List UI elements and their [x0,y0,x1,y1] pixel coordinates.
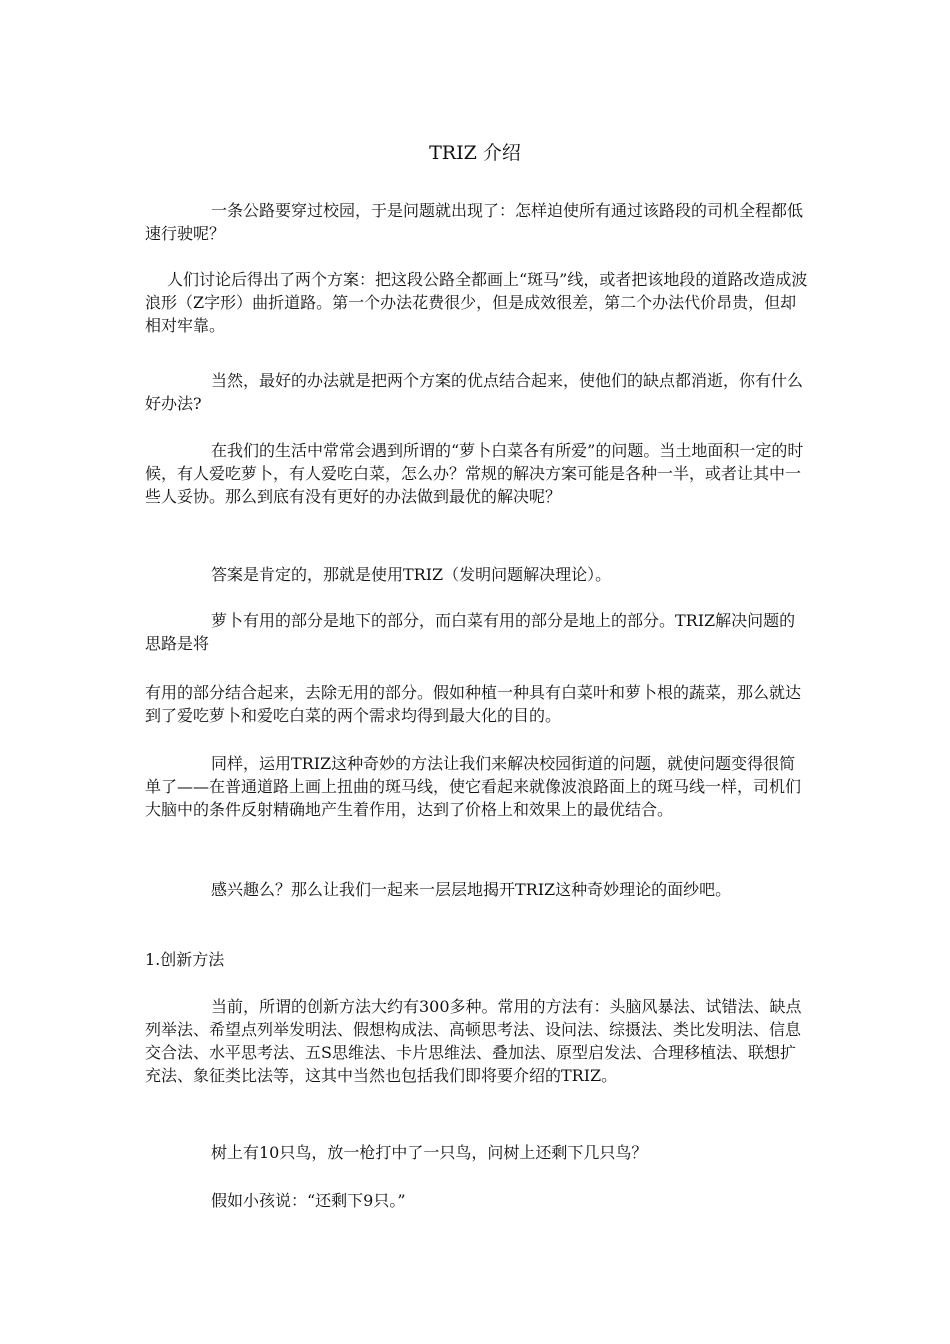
section-heading: 1.创新方法 [145,950,225,969]
paragraph-11: 树上有10只鸟，放一枪打中了一只鸟，问树上还剩下几只鸟？ [211,1143,648,1162]
page-title: TRIZ 介绍 [429,142,521,164]
paragraph-3: 当然，最好的办法就是把两个方案的优点结合起来，使他们的缺点都消逝，你有什么好办法? [145,371,804,413]
paragraph-9: 感兴趣么？那么让我们一起来一层层地揭开TRIZ这种奇妙理论的面纱吧。 [211,880,732,899]
paragraph-5: 答案是肯定的，那就是使用TRIZ（发明问题解决理论）。 [211,565,612,584]
paragraph-7: 有用的部分结合起来，去除无用的部分。假如种植一种具有白菜叶和萝卜根的蔬菜，那么就达到了爱吃萝卜和爱吃白菜的两个需求均得到最大化的目的。 [145,683,802,725]
paragraph-4: 在我们的生活中常常会遇到所谓的“萝卜白菜各有所爱”的问题。当土地面积一定的时候，有人爱吃萝卜，有人爱吃白菜，怎么办？常规的解决方案可能是各种一半，或者让其中一些人妥协。那么到底有没有更好的办法做到最优的解决呢？ [145,441,804,506]
paragraph-8: 同样，运用TRIZ这种奇妙的方法让我们来解决校园街道的问题，就使问题变得很简单了——在普通道路上画上扭曲的斑马线，使它看起来就像波浪路面上的斑马线一样，司机们大脑中的条件反射精确地产生着作用，达到了价格上和效果上的最优结合。 [145,754,802,819]
paragraph-6: 萝卜有用的部分是地下的部分，而白菜有用的部分是地上的部分。TRIZ解决问题的思路是将 [145,611,796,653]
paragraph-12: 假如小孩说：“还剩下9只。” [211,1191,406,1210]
paragraph-10: 当前，所谓的创新方法大约有300多种。常用的方法有：头脑风暴法、试错法、缺点列举法、希望点列举发明法、假想构成法、高顿思考法、设问法、综摄法、类比发明法、信息交合法、水平思考法、五S思维法、卡片思维法、叠加法、原型启发法、合理移植法、联想扩充法、象征类比法等，这其中当然也包括我们即将要介绍的TRIZ。 [145,997,802,1085]
paragraph-2: 人们讨论后得出了两个方案：把这段公路全都画上“斑马”线，或者把该地段的道路改造成波浪形（Z字形）曲折道路。第一个办法花费很少，但是成效很差，第二个办法代价昂贵，但却相对牢靠。 [145,270,808,335]
paragraph-1: 一条公路要穿过校园，于是问题就出现了：怎样迫使所有通过该路段的司机全程都低速行驶呢？ [145,201,804,243]
